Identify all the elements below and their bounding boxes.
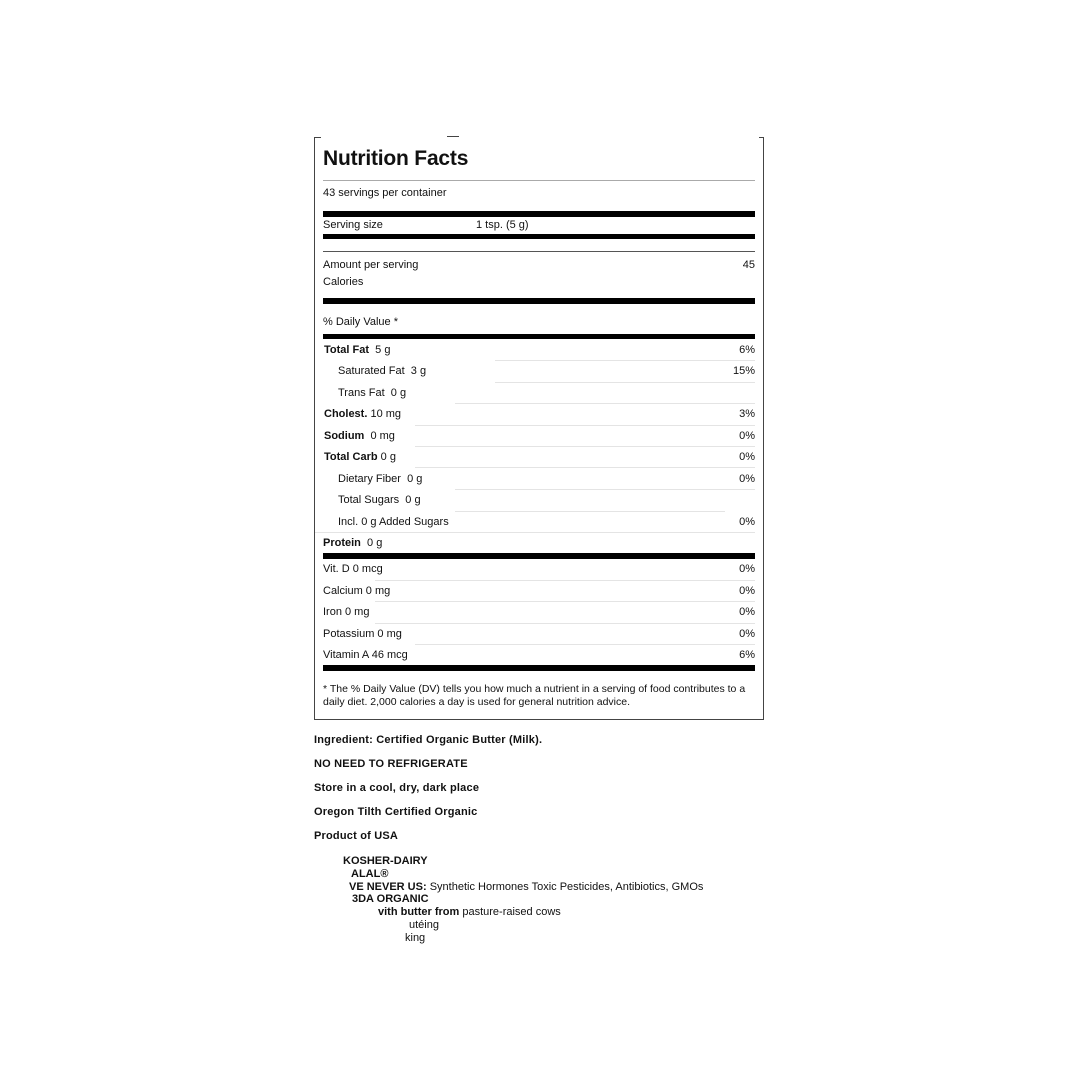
thick-bar-6 xyxy=(323,665,755,671)
origin-note: Product of USA xyxy=(314,830,399,842)
nutrient-name: Saturated Fat xyxy=(338,365,405,377)
daily-value-footnote: * The % Daily Value (DV) tells you how much a nutrient in a serving of food contributes to a daily diet. 2,000 calories a day is used for general nutrition advice. xyxy=(323,683,746,708)
calories-label: Calories xyxy=(323,276,364,288)
nutrient-amount: 5 g xyxy=(375,344,391,356)
label-title: Nutrition Facts xyxy=(323,147,469,170)
storage-note: Store in a cool, dry, dark place xyxy=(314,782,480,794)
nutrient-amount: 3 g xyxy=(410,365,427,377)
nutrient-name: Total Carb xyxy=(324,451,378,463)
refrigeration-note: NO NEED TO REFRIGERATE xyxy=(314,758,468,770)
nutrient-row-sodium xyxy=(324,430,395,442)
certification-note: Oregon Tilth Certified Organic xyxy=(314,806,478,818)
amount-per-serving: Amount per serving xyxy=(323,259,419,271)
nutrient-dv: 0% xyxy=(739,516,755,528)
thick-bar-2 xyxy=(323,234,755,239)
nutrient-dv: 6% xyxy=(739,344,755,356)
row-divider xyxy=(455,511,725,512)
nutrient-name: Trans Fat xyxy=(338,387,385,399)
vitamin-dv: 0% xyxy=(739,585,755,597)
vitamin-dv: 0% xyxy=(739,563,755,575)
row-divider xyxy=(495,360,755,361)
nutrient-amount: 0 g xyxy=(367,537,383,549)
row-divider xyxy=(415,467,755,468)
nutrient-dv: 0% xyxy=(739,451,755,463)
nutrient-amount: 0 g xyxy=(405,494,421,506)
thick-bar-3 xyxy=(323,298,755,304)
vitamin-dv: 6% xyxy=(739,649,755,661)
thin-divider-1 xyxy=(323,251,755,252)
nutrition-facts-panel xyxy=(314,137,764,720)
row-divider xyxy=(495,382,755,383)
vitamin-row-vitamin-a: Vitamin A 46 mcg xyxy=(323,649,408,661)
nutrient-row-dietary-fiber xyxy=(338,473,422,485)
nutrient-row-protein xyxy=(323,537,382,549)
nutrient-dv: 0% xyxy=(739,430,755,442)
title-divider xyxy=(323,180,755,181)
calories-value: 45 xyxy=(742,259,755,271)
nutrient-row-total-fat xyxy=(324,344,390,356)
nutrient-dv: 0% xyxy=(739,473,755,485)
serving-size-value: 1 tsp. (5 g) xyxy=(476,219,529,231)
nutrient-dv: 15% xyxy=(732,365,755,377)
corner-tick-center xyxy=(447,136,459,137)
nutrient-amount: 0 g xyxy=(407,473,423,485)
nutrient-row-total-sugars xyxy=(338,494,421,506)
nutrient-name: Sodium xyxy=(324,430,365,442)
nutrient-amount: 0 mg xyxy=(370,430,395,442)
nutrient-row-added-sugars xyxy=(338,516,449,528)
row-divider xyxy=(455,489,755,490)
nutrient-row-total-carb xyxy=(324,451,396,463)
thick-bar-4 xyxy=(323,334,755,339)
butter-source-label: vith butter from xyxy=(378,906,460,918)
nutrient-amount: 0 g xyxy=(390,387,407,399)
usda-organic-claim: 3DA ORGANIC xyxy=(352,893,429,905)
vitamin-row-potassium: Potassium 0 mg xyxy=(323,628,402,640)
row-divider xyxy=(375,580,755,581)
halal-claim: ALAL® xyxy=(351,868,389,880)
nutrient-name: Total Fat xyxy=(324,344,370,356)
corner-tick-right xyxy=(759,137,764,138)
corner-tick-left xyxy=(314,137,321,138)
serving-size-label: Serving size xyxy=(323,219,383,231)
row-divider xyxy=(375,623,755,624)
vitamin-dv: 0% xyxy=(739,628,755,640)
daily-value-header: % Daily Value * xyxy=(323,316,398,328)
nutrient-name: Cholest. xyxy=(324,408,368,420)
nutrient-row-trans-fat xyxy=(338,387,406,399)
nutrient-dv: 3% xyxy=(739,408,755,420)
ingredient-statement: Ingredient: Certified Organic Butter (Milk). xyxy=(314,734,543,746)
use-claim-2: king xyxy=(405,932,426,944)
nutrient-name: Protein xyxy=(323,537,361,549)
vitamin-row-vitamin-d: Vit. D 0 mcg xyxy=(323,563,383,575)
vitamin-row-calcium: Calcium 0 mg xyxy=(323,585,391,597)
nutrient-amount: 10 mg xyxy=(370,408,402,420)
never-use-items: Synthetic Hormones Toxic Pesticides, Antibiotics, GMOs xyxy=(429,881,704,893)
nutrient-name: Incl. 0 g Added Sugars xyxy=(338,516,449,528)
kosher-claim: KOSHER-DAIRY xyxy=(343,855,428,867)
nutrient-amount: 0 g xyxy=(380,451,396,463)
row-divider xyxy=(455,403,755,404)
row-divider xyxy=(415,446,755,447)
never-use-label: VE NEVER US: xyxy=(349,881,427,893)
use-claim-1: utéing xyxy=(409,919,439,931)
thick-bar-1 xyxy=(323,211,755,217)
row-divider xyxy=(375,601,755,602)
row-divider xyxy=(415,644,755,645)
nutrient-name: Total Sugars xyxy=(338,494,400,506)
servings-per-container: 43 servings per container xyxy=(323,187,447,199)
nutrient-row-saturated-fat xyxy=(338,365,426,377)
vitamin-dv: 0% xyxy=(739,606,755,618)
butter-source-value: pasture-raised cows xyxy=(462,906,561,918)
thick-bar-5 xyxy=(323,553,755,559)
row-divider xyxy=(415,425,755,426)
row-divider xyxy=(315,532,755,533)
nutrient-row-cholesterol xyxy=(324,408,401,420)
nutrient-name: Dietary Fiber xyxy=(338,473,401,485)
vitamin-row-iron: Iron 0 mg xyxy=(323,606,370,618)
butter-source-claim xyxy=(378,906,561,919)
